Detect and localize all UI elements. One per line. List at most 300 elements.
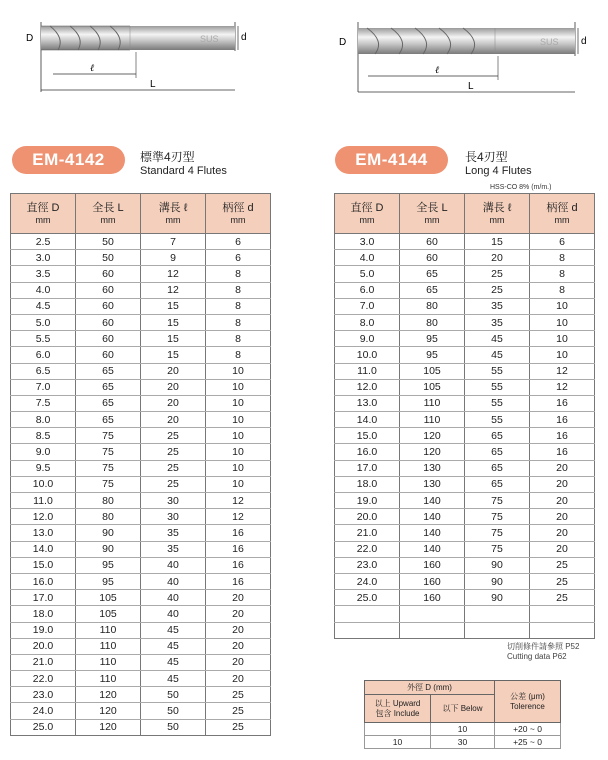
- table-row: [11, 298, 271, 314]
- table-cell: 105: [400, 363, 465, 379]
- label-flute: ℓ: [90, 63, 95, 74]
- table-cell: 90: [76, 541, 141, 557]
- table-cell: 24.0: [335, 573, 400, 589]
- product-title-left: [140, 150, 227, 178]
- table-cell: 16.0: [11, 573, 76, 589]
- table-row: [335, 412, 595, 428]
- table-cell: 23.0: [11, 687, 76, 703]
- table-row: [11, 282, 271, 298]
- table-row: [335, 347, 595, 363]
- table-cell: 55: [465, 379, 530, 395]
- table-cell: 120: [400, 444, 465, 460]
- table-cell: 120: [76, 703, 141, 719]
- table-cell: 110: [76, 638, 141, 654]
- table-cell: 10: [365, 736, 431, 749]
- table-cell: 65: [76, 363, 141, 379]
- table-cell: 16: [530, 444, 595, 460]
- table-cell: [400, 606, 465, 622]
- header-total-length: 全長 L mm: [400, 194, 465, 234]
- material-note: HSS-CO 8% (m/m.): [490, 184, 552, 191]
- table-cell: 50: [141, 687, 206, 703]
- header-outer-diameter: 外徑 D (mm): [365, 681, 495, 695]
- table-cell: 130: [400, 460, 465, 476]
- table-cell: 50: [141, 719, 206, 735]
- table-cell: 45: [141, 671, 206, 687]
- table-cell: 15: [141, 331, 206, 347]
- table-cell: 3.5: [11, 266, 76, 282]
- table-cell: 4.5: [11, 298, 76, 314]
- table-cell: 9.0: [335, 331, 400, 347]
- table-cell: 12: [530, 379, 595, 395]
- table-cell: 15: [141, 347, 206, 363]
- table-cell: 16: [206, 541, 271, 557]
- table-cell: 15: [141, 298, 206, 314]
- table-cell: 10: [530, 298, 595, 314]
- table-cell: 10: [530, 314, 595, 330]
- table-cell: 160: [400, 573, 465, 589]
- table-cell: 50: [76, 234, 141, 250]
- table-cell: 20: [141, 379, 206, 395]
- header-below: 以下 Below: [431, 695, 495, 723]
- table-row: [11, 687, 271, 703]
- table-cell: 65: [76, 379, 141, 395]
- table-cell: 17.0: [335, 460, 400, 476]
- table-cell: 14.0: [335, 412, 400, 428]
- table-cell: 75: [465, 493, 530, 509]
- table-cell: 130: [400, 476, 465, 492]
- table-row: [11, 541, 271, 557]
- table-cell: 19.0: [11, 622, 76, 638]
- table-cell: 6.0: [11, 347, 76, 363]
- table-cell: 15: [465, 234, 530, 250]
- table-cell: 110: [76, 622, 141, 638]
- table-row: [11, 493, 271, 509]
- table-cell: 10: [206, 444, 271, 460]
- label-D-2: D: [339, 37, 347, 48]
- table-cell: 9.0: [11, 444, 76, 460]
- table-cell: 6: [206, 250, 271, 266]
- table-cell: 160: [400, 557, 465, 573]
- table-cell: 40: [141, 557, 206, 573]
- table-cell: 20: [206, 622, 271, 638]
- table-cell: 65: [465, 476, 530, 492]
- table-row: [11, 314, 271, 330]
- table-cell: [335, 606, 400, 622]
- table-cell: 90: [465, 557, 530, 573]
- table-cell: 18.0: [335, 476, 400, 492]
- table-row: [335, 395, 595, 411]
- table-cell: 8: [206, 347, 271, 363]
- label-D: D: [26, 33, 34, 44]
- table-cell: 25: [141, 476, 206, 492]
- table-cell: 75: [465, 509, 530, 525]
- table-row: [11, 557, 271, 573]
- table-cell: 50: [141, 703, 206, 719]
- table-cell: 4.0: [11, 282, 76, 298]
- label-d: d: [241, 32, 247, 43]
- table-cell: 6.5: [11, 363, 76, 379]
- table-cell: 65: [465, 428, 530, 444]
- table-cell: 8: [206, 298, 271, 314]
- table-cell: 6: [206, 234, 271, 250]
- table-row: [335, 493, 595, 509]
- table-cell: 35: [141, 525, 206, 541]
- table-row: [11, 606, 271, 622]
- title-zh-right: 長4刃型: [465, 150, 508, 164]
- table-row: [11, 590, 271, 606]
- table-row: [335, 282, 595, 298]
- table-cell: 60: [400, 250, 465, 266]
- table-cell: 12.0: [11, 509, 76, 525]
- table-row: [11, 379, 271, 395]
- table-cell: 65: [465, 460, 530, 476]
- table-row: [335, 428, 595, 444]
- table-cell: 40: [141, 573, 206, 589]
- table-row: [11, 509, 271, 525]
- table-cell: 8.5: [11, 428, 76, 444]
- table-cell: 35: [465, 314, 530, 330]
- table-row: [11, 363, 271, 379]
- table-cell: 10: [530, 331, 595, 347]
- table-row: [11, 331, 271, 347]
- table-row: [11, 476, 271, 492]
- table-cell: +25 ~ 0: [495, 736, 561, 749]
- end-mill-drawing-right: [335, 18, 595, 98]
- table-cell: 120: [76, 687, 141, 703]
- table-cell: 90: [465, 590, 530, 606]
- table-row: [11, 412, 271, 428]
- product-code-badge-left: EM-4142: [12, 146, 125, 174]
- table-cell: 25: [141, 428, 206, 444]
- table-cell: 60: [76, 298, 141, 314]
- table-cell: 90: [76, 525, 141, 541]
- table-cell: 3.0: [11, 250, 76, 266]
- table-row: [335, 314, 595, 330]
- table-cell: 75: [76, 428, 141, 444]
- table-cell: 10: [206, 363, 271, 379]
- table-cell: 95: [400, 347, 465, 363]
- table-row: [335, 250, 595, 266]
- table-cell: 105: [400, 379, 465, 395]
- table-cell: [530, 622, 595, 638]
- table-cell: 10: [206, 476, 271, 492]
- table-cell: 10: [206, 395, 271, 411]
- table-cell: 8: [206, 266, 271, 282]
- table-cell: 90: [465, 573, 530, 589]
- table-row: [335, 525, 595, 541]
- table-cell: 20.0: [11, 638, 76, 654]
- table-cell: 18.0: [11, 606, 76, 622]
- table-row: [335, 363, 595, 379]
- table-cell: 3.0: [335, 234, 400, 250]
- table-cell: 20.0: [335, 509, 400, 525]
- table-row: [11, 266, 271, 282]
- spec-table-right: [334, 193, 595, 639]
- table-cell: 65: [400, 266, 465, 282]
- table-cell: 25: [206, 719, 271, 735]
- table-cell: 30: [431, 736, 495, 749]
- table-cell: 7.0: [11, 379, 76, 395]
- table-row: [365, 736, 561, 749]
- table-row: [11, 460, 271, 476]
- table-cell: 20: [141, 363, 206, 379]
- product-title-right: [465, 150, 532, 178]
- table-cell: 22.0: [335, 541, 400, 557]
- table-cell: 16: [530, 428, 595, 444]
- table-cell: 10: [206, 379, 271, 395]
- spec-table-left: [10, 193, 271, 736]
- table-cell: 60: [76, 266, 141, 282]
- table-row: [11, 573, 271, 589]
- table-cell: 55: [465, 395, 530, 411]
- table-cell: [365, 723, 431, 736]
- table-cell: 25: [530, 573, 595, 589]
- table-cell: [465, 622, 530, 638]
- table-cell: 12: [206, 509, 271, 525]
- table-cell: 45: [141, 622, 206, 638]
- table-cell: 95: [400, 331, 465, 347]
- table-row: [11, 654, 271, 670]
- table-cell: 75: [465, 541, 530, 557]
- header-shank-diameter: 柄徑 d mm: [206, 194, 271, 234]
- table-cell: 95: [76, 573, 141, 589]
- table-cell: 8: [530, 250, 595, 266]
- table-cell: 15.0: [335, 428, 400, 444]
- table-cell: 2.5: [11, 234, 76, 250]
- table-cell: [400, 622, 465, 638]
- table-cell: 10: [431, 723, 495, 736]
- table-row: [11, 234, 271, 250]
- table-cell: 25.0: [11, 719, 76, 735]
- table-cell: 21.0: [11, 654, 76, 670]
- table-cell: 4.0: [335, 250, 400, 266]
- table-cell: 5.0: [11, 314, 76, 330]
- table-cell: 8: [206, 331, 271, 347]
- header-tolerance: 公差 (μm) Tolerence: [495, 681, 561, 723]
- table-cell: 10: [206, 412, 271, 428]
- table-cell: 5.0: [335, 266, 400, 282]
- table-cell: 120: [400, 428, 465, 444]
- cutting-note-en: Cutting data P62: [507, 652, 567, 661]
- table-cell: 40: [141, 606, 206, 622]
- table-cell: 20: [141, 412, 206, 428]
- table-cell: 10.0: [11, 476, 76, 492]
- table-cell: 75: [76, 460, 141, 476]
- table-cell: 35: [465, 298, 530, 314]
- table-cell: 20: [206, 590, 271, 606]
- cutting-data-note: [507, 642, 579, 662]
- table-cell: 20: [530, 493, 595, 509]
- table-cell: 8: [530, 266, 595, 282]
- table-row: [11, 671, 271, 687]
- header-diameter: 直徑 D mm: [11, 194, 76, 234]
- table-cell: 7: [141, 234, 206, 250]
- table-cell: 65: [76, 412, 141, 428]
- table-cell: 21.0: [335, 525, 400, 541]
- table-cell: 45: [465, 331, 530, 347]
- table-cell: 25.0: [335, 590, 400, 606]
- table-cell: 16: [530, 395, 595, 411]
- table-cell: 16: [206, 557, 271, 573]
- table-cell: 10: [206, 428, 271, 444]
- table-cell: 25: [206, 687, 271, 703]
- table-row: [11, 347, 271, 363]
- table-row: [335, 379, 595, 395]
- title-en-left: Standard 4 Flutes: [140, 165, 227, 177]
- table-cell: 12: [141, 266, 206, 282]
- table-cell: 20: [206, 638, 271, 654]
- table-cell: 14.0: [11, 541, 76, 557]
- end-mill-drawing-left: [20, 18, 260, 98]
- header-shank-diameter: 柄徑 d mm: [530, 194, 595, 234]
- table-cell: 60: [76, 331, 141, 347]
- table-cell: 140: [400, 509, 465, 525]
- table-cell: 80: [400, 298, 465, 314]
- table-cell: 19.0: [335, 493, 400, 509]
- table-row: [11, 444, 271, 460]
- table-cell: 16.0: [335, 444, 400, 460]
- table-cell: 22.0: [11, 671, 76, 687]
- table-row: [11, 395, 271, 411]
- table-cell: 8.0: [335, 314, 400, 330]
- table-row: [335, 476, 595, 492]
- table-cell: 12: [141, 282, 206, 298]
- table-row: [335, 590, 595, 606]
- table-cell: +20 ~ 0: [495, 723, 561, 736]
- table-row: [11, 525, 271, 541]
- table-row: [11, 250, 271, 266]
- table-cell: 16: [206, 525, 271, 541]
- table-cell: 55: [465, 363, 530, 379]
- table-cell: 12: [530, 363, 595, 379]
- table-cell: 105: [76, 606, 141, 622]
- label-total-2: L: [468, 81, 474, 92]
- table-cell: 120: [76, 719, 141, 735]
- table-cell: 15.0: [11, 557, 76, 573]
- drawing-mark-2: SUS: [540, 37, 559, 47]
- table-cell: 65: [465, 444, 530, 460]
- table-cell: 65: [400, 282, 465, 298]
- table-cell: 16: [206, 573, 271, 589]
- table-cell: 20: [530, 460, 595, 476]
- table-cell: 160: [400, 590, 465, 606]
- header-flute-length: 溝長 ℓ mm: [465, 194, 530, 234]
- table-row: [335, 234, 595, 250]
- table-cell: 10.0: [335, 347, 400, 363]
- table-cell: 15: [141, 314, 206, 330]
- table-cell: 7.0: [335, 298, 400, 314]
- table-row: [335, 541, 595, 557]
- table-row: [11, 428, 271, 444]
- table-row: [335, 460, 595, 476]
- table-cell: 60: [76, 314, 141, 330]
- table-cell: 25: [141, 444, 206, 460]
- table-cell: 20: [530, 476, 595, 492]
- table-cell: 95: [76, 557, 141, 573]
- table-cell: [530, 606, 595, 622]
- table-cell: 60: [76, 282, 141, 298]
- table-cell: 6: [530, 234, 595, 250]
- table-row: [365, 723, 561, 736]
- table-cell: 10: [530, 347, 595, 363]
- table-row: [11, 703, 271, 719]
- table-row: [335, 331, 595, 347]
- table-cell: 11.0: [11, 493, 76, 509]
- table-cell: 45: [141, 638, 206, 654]
- table-cell: 8: [206, 314, 271, 330]
- table-cell: 80: [76, 509, 141, 525]
- table-row: [11, 622, 271, 638]
- table-cell: 25: [141, 460, 206, 476]
- table-row: [335, 557, 595, 573]
- label-d-2: d: [581, 36, 587, 47]
- table-row: [335, 444, 595, 460]
- table-cell: 11.0: [335, 363, 400, 379]
- table-cell: [465, 606, 530, 622]
- table-cell: 9.5: [11, 460, 76, 476]
- table-cell: 25: [206, 703, 271, 719]
- header-upward-include: 以上 Upward 包含 Include: [365, 695, 431, 723]
- table-cell: 140: [400, 525, 465, 541]
- table-cell: 25: [465, 266, 530, 282]
- table-cell: 80: [400, 314, 465, 330]
- table-row: [335, 266, 595, 282]
- table-cell: 20: [141, 395, 206, 411]
- table-cell: 75: [76, 444, 141, 460]
- product-code-badge-right: EM-4144: [335, 146, 448, 174]
- table-cell: 140: [400, 493, 465, 509]
- table-cell: 8.0: [11, 412, 76, 428]
- table-cell: 25: [530, 590, 595, 606]
- table-cell: 65: [76, 395, 141, 411]
- table-cell: 30: [141, 493, 206, 509]
- table-cell: 30: [141, 509, 206, 525]
- table-cell: 20: [530, 541, 595, 557]
- table-cell: 20: [206, 654, 271, 670]
- table-cell: 40: [141, 590, 206, 606]
- table-cell: 110: [400, 412, 465, 428]
- header-diameter: 直徑 D mm: [335, 194, 400, 234]
- table-cell: 110: [400, 395, 465, 411]
- table-cell: 140: [400, 541, 465, 557]
- table-cell: 45: [141, 654, 206, 670]
- table-cell: 17.0: [11, 590, 76, 606]
- table-cell: 23.0: [335, 557, 400, 573]
- table-cell: 20: [530, 525, 595, 541]
- table-cell: 7.5: [11, 395, 76, 411]
- table-row: [11, 638, 271, 654]
- table-cell: 80: [76, 493, 141, 509]
- table-cell: 20: [206, 606, 271, 622]
- table-row: [335, 509, 595, 525]
- table-cell: 20: [530, 509, 595, 525]
- table-cell: 35: [141, 541, 206, 557]
- label-total: L: [150, 79, 156, 90]
- table-cell: 60: [400, 234, 465, 250]
- table-cell: 25: [530, 557, 595, 573]
- title-zh-left: 標準4刃型: [140, 150, 195, 164]
- header-total-length: 全長 L mm: [76, 194, 141, 234]
- table-row: [335, 622, 595, 638]
- table-cell: 6.0: [335, 282, 400, 298]
- table-cell: 12.0: [335, 379, 400, 395]
- table-row: [335, 573, 595, 589]
- table-cell: 50: [76, 250, 141, 266]
- table-cell: 75: [76, 476, 141, 492]
- table-cell: [335, 622, 400, 638]
- cutting-note-zh: 切削條件請參照 P52: [507, 642, 580, 651]
- table-cell: 60: [76, 347, 141, 363]
